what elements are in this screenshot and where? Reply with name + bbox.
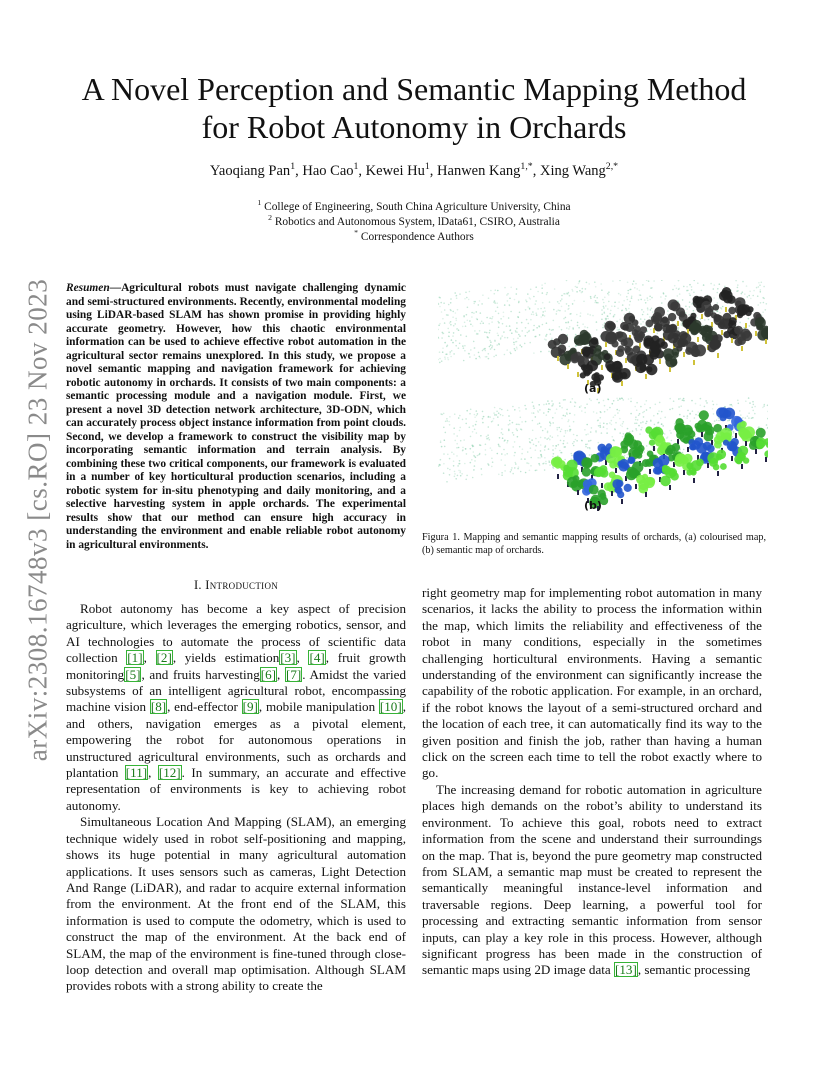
- author-affiliation-mark: 1,*: [520, 161, 533, 173]
- citation-link[interactable]: [4]: [309, 650, 325, 666]
- abstract: [66, 282, 406, 552]
- author-affiliation-mark: 1: [353, 161, 359, 173]
- intro-paragraph-1: Robot autonomy has become a key aspect of precision agriculture, which leverages the emerging robotics, sensor, and AI technologies to automate the process of scientific data collection [1], [2], yields estimation[3], [4], fruit growth monitoring[5], and fruits harvesting[6], [7]. Amidst the varied subsystems of an intelligent agricultural robot, encompassing machine vision [8], end-effector [9], mobile manipulation [10], and others, navigation emerges as a pivotal element, empowering the robot for autonomous operations in unstructured agricultural environments, such as orchards and plantation [11], [12]. In summary, an accurate and effective representation of environments is key to achieving robot autonomy.: [66, 601, 407, 813]
- author-name: Yaoqiang Pan: [209, 163, 291, 179]
- author-affiliation-mark: 2,*: [605, 161, 619, 173]
- affiliation-mark: 1: [257, 198, 262, 208]
- abstract-label: Resumen: [66, 282, 110, 294]
- figure-label-b: (b): [584, 499, 602, 512]
- intro-paragraph-continued: right geometry map for implementing robot automation in many scenarios, it lacks the ability to process the information within the map, which limits the reliability and effectiveness of the robot in many conditions, especially in the sometimes challenging horticultural environments. Having a semantic understanding of the environment can significantly increase the capability of the robotic application. For example, in an orchard, if the robot knows the layout of a semi-structured orchard and the location of each tree, it can automatically find its way to the given position and finish the job, rather than having a human click on the screen each time to tell the robot exactly where to go.: [422, 585, 762, 781]
- citation-link[interactable]: [3]: [280, 650, 296, 666]
- citation-link[interactable]: [9]: [242, 699, 258, 715]
- figure-1: [438, 280, 768, 530]
- citation-link[interactable]: [8]: [150, 699, 167, 715]
- orchard-map-figure: [438, 280, 768, 530]
- author-name: Xing Wang: [539, 163, 606, 179]
- intro-paragraph-2: Simultaneous Location And Mapping (SLAM), an emerging technique widely used in robot self-positioning and mapping, shows its huge potential in many agricultural automation applications. It uses sensors such as cameras, Light Detection And Range (LiDAR), and radar to acquire external information from the environment. At the front end of the SLAM, this information is used to compute the odometry, which is used to construct the map of the environment. At the back end of SLAM, the map of the environment is fine-tuned through close-loop detection and overall map optimisation. Although SLAM provides robots with a strong ability to create the: [66, 814, 406, 994]
- author-affiliation-mark: 1: [290, 161, 296, 173]
- paper-title: [60, 70, 768, 146]
- affiliation-line: * Correspondence Authors: [354, 228, 474, 243]
- author-list: Yaoqiang Pan$^1$, Hao Cao$^1$, Kewei Hu$^1$, Hanwen Kang$^{1,*}$, Xing Wang$^{2,*}$: [209, 161, 619, 179]
- affiliations: [60, 200, 768, 245]
- citation-link[interactable]: [6]: [260, 666, 277, 682]
- citation-link[interactable]: [5]: [125, 666, 141, 682]
- affiliation-mark: 2: [268, 213, 272, 223]
- arxiv-stamp: [10, 270, 66, 770]
- citation-link[interactable]: [7]: [285, 666, 302, 682]
- author-name: Hao Cao: [302, 163, 354, 179]
- semantic-map: [438, 397, 768, 511]
- intro-paragraph-3: The increasing demand for robotic automation in agriculture places high demands on the robot’s ability to understand its environment. To achieve this goal, robots need to extract information from the scene and understand their surroundings on the map. That is, beyond the pure geometry map constructed from SLAM, a semantic map must be created to represent the semantically meaningful instance-level information and traversable regions. Deep learning, a powerful tool for processing and extracting semantic information from sensor inputs, can play a key role in this process. However, although significant progress has been made in the construction of semantic maps using 2D image data [13], semantic processing: [422, 781, 762, 978]
- author-name: Kewei Hu: [365, 163, 425, 179]
- author-affiliation-mark: 1: [424, 161, 430, 173]
- affiliation-line: $^1$ College of Engineering, South China Agriculture University, China: [257, 198, 571, 213]
- author-name: Hanwen Kang: [437, 163, 521, 179]
- citation-link[interactable]: [11]: [125, 765, 148, 781]
- affiliation-line: $^2$ Robotics and Autonomous System, lData61, CSIRO, Australia: [268, 213, 560, 228]
- figure-caption: Figura 1. Mapping and semantic mapping results of orchards, (a) colourised map, (b) semantic map of orchards.: [422, 532, 766, 556]
- citation-link[interactable]: [12]: [158, 765, 181, 781]
- intro-right-column: [422, 585, 762, 979]
- colourised-map: [438, 280, 768, 393]
- abstract-text: —Agricultural robots must navigate challenging dynamic and semi-structured environments. Recently, environmental modeling using LiDAR-based SLAM has shown promise in providing highly accurate geometry. However, how this chaotic environmental information can be used to achieve effective robot automation in the agricultural sector remains unexplored. In this study, we propose a novel semantic mapping and navigation framework for achieving robotic autonomy in orchards. It consists of two main components: a semantic processing module and a navigation module. First, we present a novel 3D detection network architecture, 3D-ODN, which can accurately process object instance information from point clouds. Second, we develop a framework to construct the visibility map by incorporating semantic information and terrain analysis. By combining these two critical components, our framework is evaluated in a number of key horticultural production scenarios, including a robotic system for in-situ phenotyping and daily monitoring, and a selective harvesting system in apple orchards. The experimental results show that our method can ensure high accuracy in understanding the environment and enable reliable robot autonomy in agricultural environments.: [66, 282, 406, 551]
- section-title: Introduction: [205, 578, 279, 592]
- title-line-2: for Robot Autonomy in Orchards: [201, 109, 627, 145]
- section-heading: [66, 578, 406, 593]
- intro-left-column: [66, 601, 406, 995]
- citation-link[interactable]: [2]: [156, 650, 172, 666]
- section-number: I.: [193, 578, 202, 592]
- arxiv-stamp-text: arXiv:2308.16748v3 [cs.RO] 23 Nov 2023: [22, 278, 53, 762]
- title-line-1: A Novel Perception and Semantic Mapping Method: [81, 71, 747, 107]
- figure-label-a: (a): [584, 382, 602, 395]
- citation-link[interactable]: [13]: [615, 962, 637, 978]
- citation-link[interactable]: [10]: [379, 699, 402, 715]
- citation-link[interactable]: [1]: [127, 650, 143, 666]
- affiliation-mark: *: [354, 228, 359, 238]
